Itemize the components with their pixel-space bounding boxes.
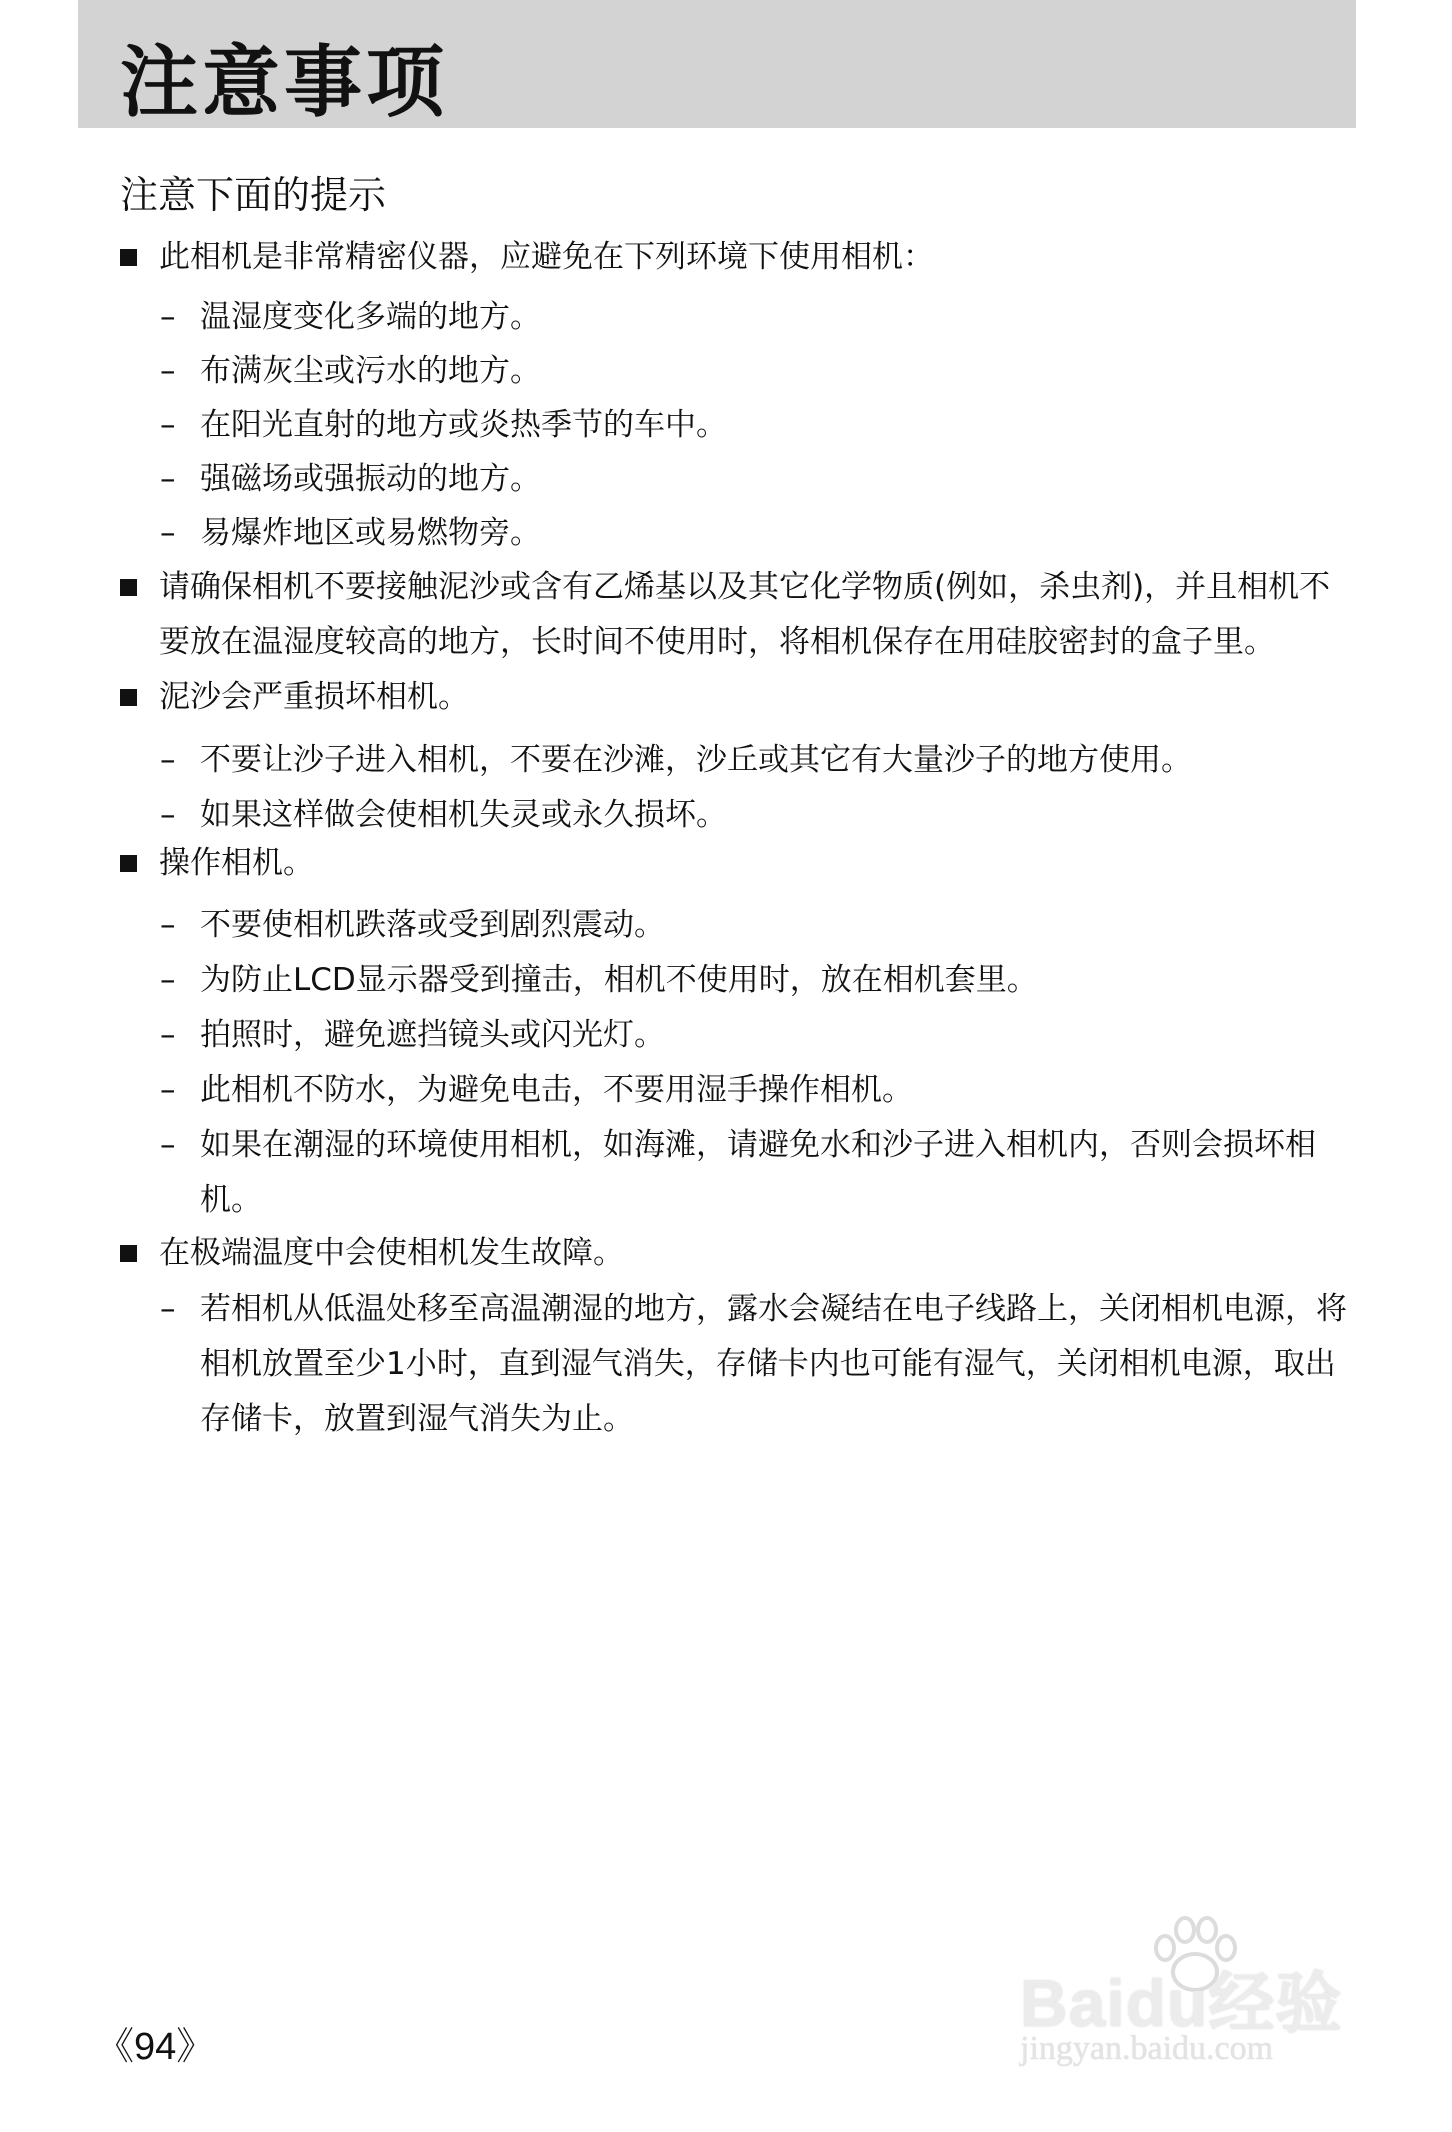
dash-marker: – <box>160 407 176 443</box>
baidu-watermark <box>1020 1930 1350 2067</box>
sub-item <box>160 506 1350 561</box>
dash-marker: – <box>160 461 176 497</box>
dash-marker: – <box>160 1017 176 1053</box>
square-bullet-icon <box>120 689 137 706</box>
sub-text: 为防止LCD显示器受到撞击，相机不使用时，放在相机套里。 <box>200 962 1038 998</box>
bullet-item <box>120 560 1360 670</box>
sub-item <box>160 733 1350 788</box>
sub-text: 布满灰尘或污水的地方。 <box>200 353 541 389</box>
dash-marker: – <box>160 515 176 551</box>
sub-text: 在阳光直射的地方或炎热季节的车中。 <box>200 407 727 443</box>
sub-item <box>160 953 1350 1008</box>
sub-item <box>160 1282 1350 1447</box>
dash-marker: – <box>160 1072 176 1108</box>
sub-item <box>160 1063 1350 1118</box>
section-heading: 注意下面的提示 <box>120 173 387 217</box>
sub-item <box>160 898 1350 953</box>
sub-item <box>160 344 1350 399</box>
bullet-text: 在极端温度中会使相机发生故障。 <box>159 1235 624 1271</box>
bullet-text: 操作相机。 <box>159 845 314 881</box>
dash-marker: – <box>160 962 176 998</box>
dash-marker: – <box>160 299 176 335</box>
dash-marker: – <box>160 1127 176 1163</box>
dash-marker: – <box>160 907 176 943</box>
square-bullet-icon <box>120 855 137 872</box>
sub-text: 若相机从低温处移至高温潮湿的地方，露水会凝结在电子线路上，关闭相机电源，将相机放置至少1小时，直到湿气消失，存储卡内也可能有湿气，关闭相机电源，取出存储卡，放置到湿气消失为止。 <box>200 1291 1347 1437</box>
bullet-text: 此相机是非常精密仪器，应避免在下列环境下使用相机： <box>159 239 934 275</box>
square-bullet-icon <box>120 1245 137 1262</box>
sub-text: 如果在潮湿的环境使用相机，如海滩，请避免水和沙子进入相机内，否则会损坏相机。 <box>200 1127 1316 1218</box>
dash-marker: – <box>160 742 176 778</box>
sub-text: 拍照时，避免遮挡镜头或闪光灯。 <box>200 1017 665 1053</box>
sub-item <box>160 398 1350 453</box>
sub-text: 温湿度变化多端的地方。 <box>200 299 541 335</box>
bullet-item <box>120 230 1360 285</box>
dash-marker: – <box>160 1291 176 1327</box>
watermark-brand: Baidu经验 <box>1020 1966 1343 2040</box>
sub-text: 此相机不防水，为避免电击，不要用湿手操作相机。 <box>200 1072 913 1108</box>
sub-item <box>160 788 1350 843</box>
bullet-item <box>120 1226 1360 1281</box>
sub-item <box>160 1008 1350 1063</box>
square-bullet-icon <box>120 249 137 266</box>
sub-text: 易爆炸地区或易燃物旁。 <box>200 515 541 551</box>
sub-item <box>160 1118 1350 1228</box>
sub-item <box>160 290 1350 345</box>
sub-text: 不要让沙子进入相机，不要在沙滩，沙丘或其它有大量沙子的地方使用。 <box>200 742 1192 778</box>
sub-text: 如果这样做会使相机失灵或永久损坏。 <box>200 797 727 833</box>
bullet-item <box>120 836 1360 891</box>
sub-text: 强磁场或强振动的地方。 <box>200 461 541 497</box>
sub-item <box>160 452 1350 507</box>
dash-marker: – <box>160 353 176 389</box>
bullet-text: 请确保相机不要接触泥沙或含有乙烯基以及其它化学物质(例如，杀虫剂)，并且相机不要放在温湿度较高的地方，长时间不使用时，将相机保存在用硅胶密封的盒子里。 <box>159 569 1331 660</box>
dash-marker: – <box>160 797 176 833</box>
square-bullet-icon <box>120 579 137 596</box>
watermark-url: jingyan.baidu.com <box>1020 2030 1274 2067</box>
sub-text: 不要使相机跌落或受到剧烈震动。 <box>200 907 665 943</box>
page-title: 注意事项 <box>120 38 449 128</box>
bullet-text: 泥沙会严重损坏相机。 <box>159 679 469 715</box>
page-number: 《94》 <box>96 2026 215 2068</box>
bullet-item <box>120 670 1360 725</box>
